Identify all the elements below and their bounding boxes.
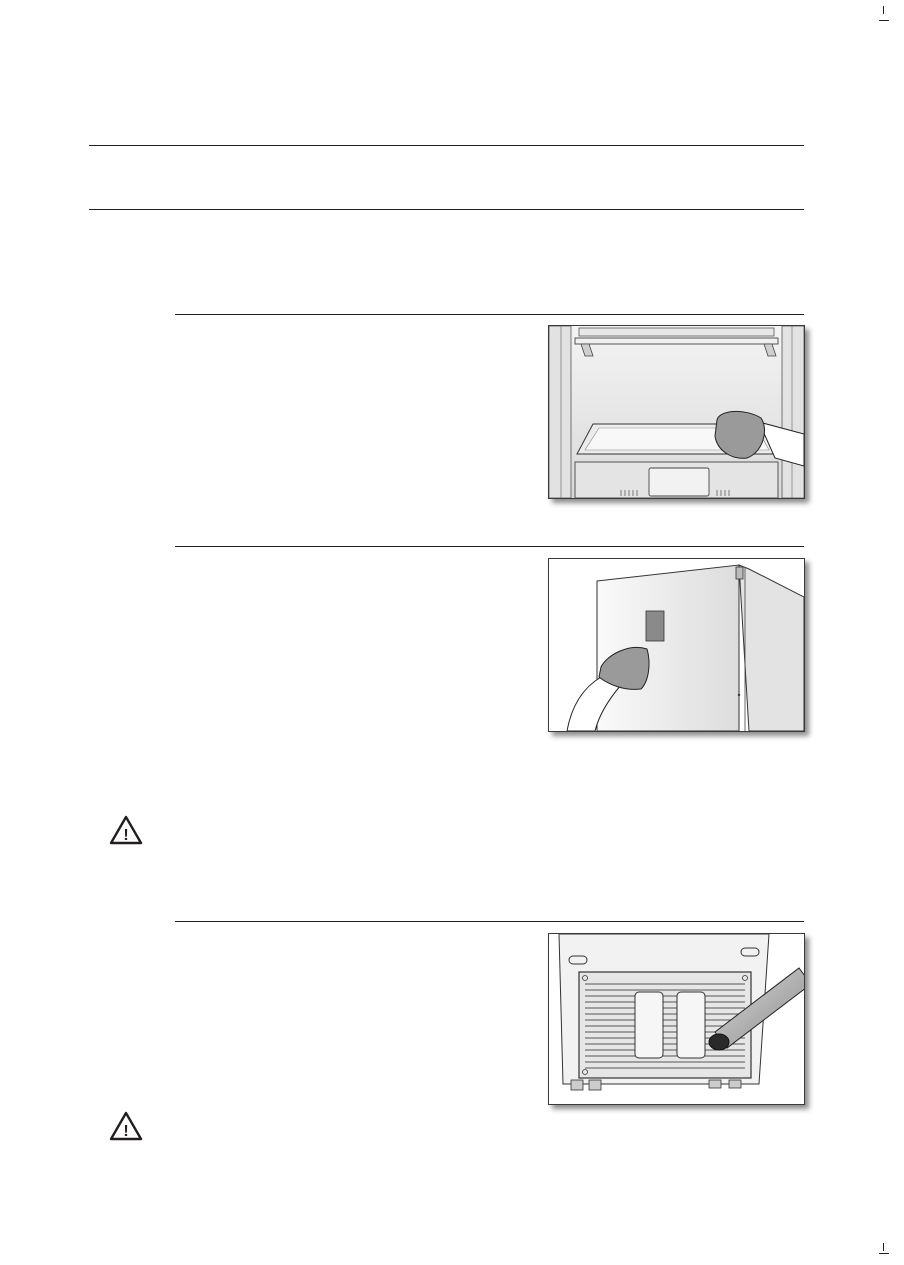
crop-mark-bottom-right <box>883 1243 884 1251</box>
warning-triangle-icon <box>109 815 143 845</box>
warning-triangle-icon <box>109 1111 143 1141</box>
fridge-exterior-illustration <box>548 558 805 732</box>
section-rule-exterior <box>175 546 804 547</box>
section-rule-rear <box>175 921 804 922</box>
crop-mark-top-right-2 <box>879 20 889 21</box>
fridge-interior-illustration <box>548 325 805 499</box>
warning-glyph: ! <box>123 1123 129 1140</box>
crop-mark-bottom-right-2 <box>879 1253 889 1254</box>
header-rule-bottom <box>89 209 804 210</box>
warning-glyph: ! <box>123 827 129 844</box>
crop-mark-top-right <box>883 6 884 14</box>
section-rule-interior <box>175 314 804 315</box>
header-rule-top <box>89 145 804 146</box>
condenser-vacuum-illustration <box>548 933 805 1105</box>
